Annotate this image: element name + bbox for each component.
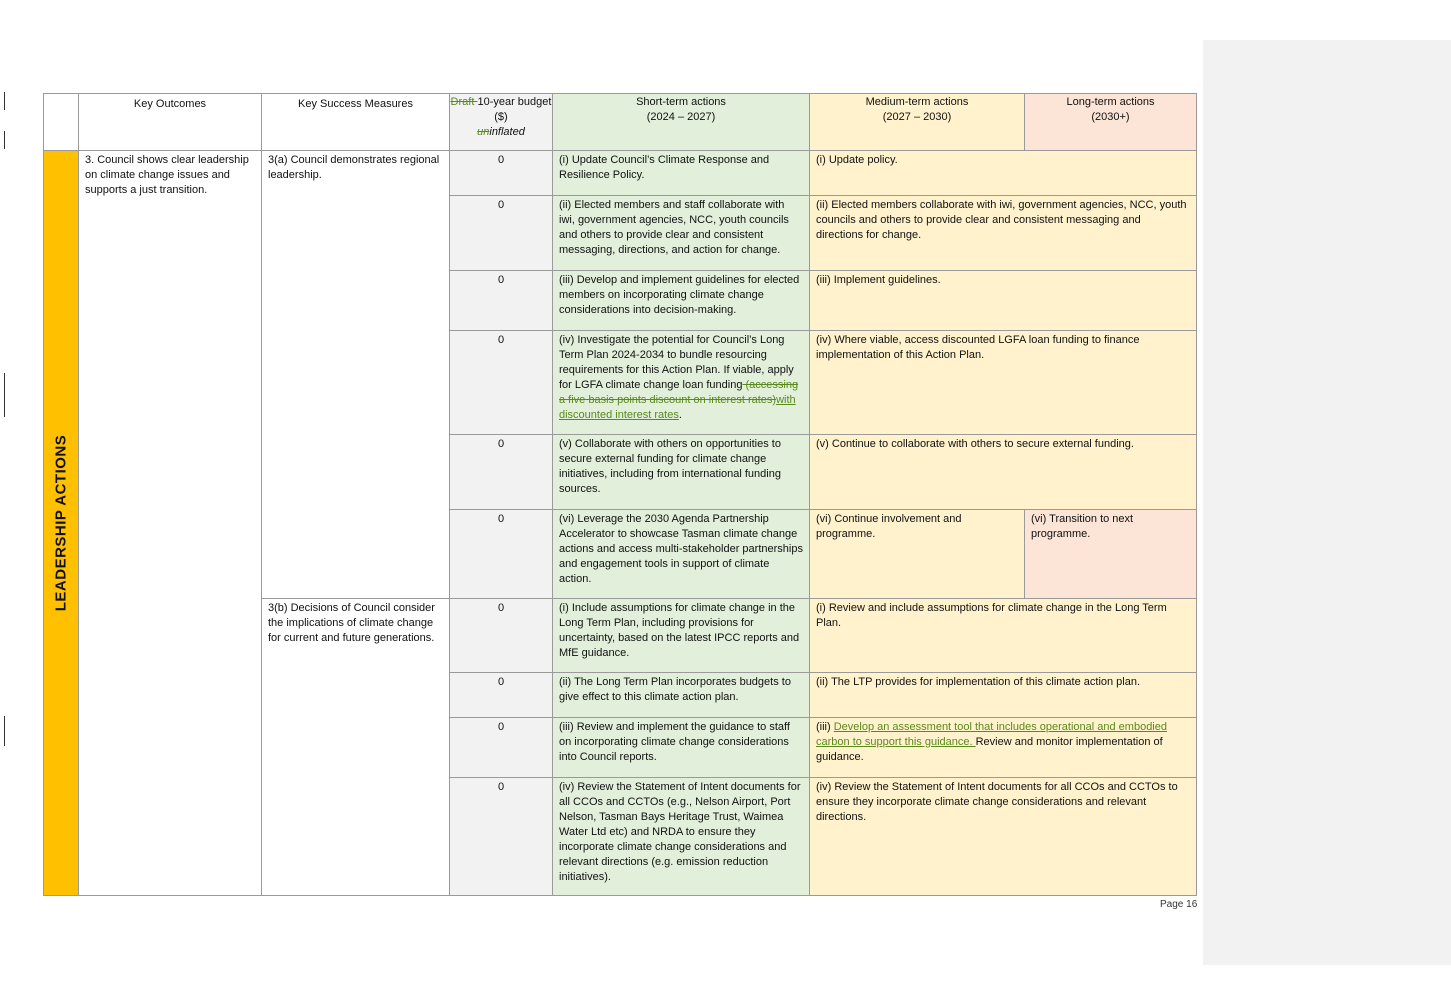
short-term-action: (i) Update Council’s Climate Response and Resilience Policy.: [553, 151, 810, 196]
change-bar: [4, 92, 5, 110]
short-term-action: (i) Include assumptions for climate change in the Long Term Plan, including provisions for uncertainty, based on the latest IPCC reports and MfE guidance.: [553, 599, 810, 673]
key-outcome: 3. Council shows clear leadership on climate change issues and supports a just transition.: [79, 151, 262, 896]
medium-term-action: (iii) Implement guidelines.: [810, 271, 1197, 331]
header-key-outcomes: Key Outcomes: [79, 94, 262, 151]
medium-term-action: (i) Review and include assumptions for climate change in the Long Term Plan.: [810, 599, 1197, 673]
budget-cell: 0: [450, 778, 553, 896]
short-term-action: (iv) Review the Statement of Intent documents for all CCOs and CCTOs (e.g., Nelson Airport, Port Nelson, Tasman Bays Heritage Trust, Waimea Water Ltd etc) and NRDA to ensure they incorporate climate change considerations and relevant directions (e.g. emission reduction initiatives).: [553, 778, 810, 896]
action-text: Review and monitor implementation of guidance.: [816, 736, 1163, 763]
change-bar: [4, 131, 5, 149]
success-measure-3a: 3(a) Council demonstrates regional leadership.: [262, 151, 450, 599]
action-text: .: [678, 409, 682, 421]
success-measure-3b: 3(b) Decisions of Council consider the implications of climate change for current and future generations.: [262, 599, 450, 896]
short-term-action: (ii) The Long Term Plan incorporates budgets to give effect to this climate action plan.: [553, 673, 810, 718]
deleted-text: (accessing a five basis points discount on interest rates): [559, 379, 799, 406]
medium-term-action: (iv) Where viable, access discounted LGFA loan funding to finance implementation of this Action Plan.: [810, 331, 1197, 435]
change-bar: [4, 716, 5, 746]
section-label: LEADERSHIP ACTIONS: [52, 434, 70, 612]
budget-header-line1: 10-year budget ($): [477, 96, 552, 123]
budget-header-line2: inflated: [489, 126, 525, 138]
budget-cell: 0: [450, 331, 553, 435]
header-budget: [450, 94, 553, 151]
short-term-action: (ii) Elected members and staff collaborate with iwi, government agencies, NCC, youth councils and others to provide clear and consistent messaging, directions, and action for change.: [553, 196, 810, 271]
header-long-term: [1025, 94, 1197, 151]
medium-term-action: (ii) Elected members collaborate with iwi, government agencies, NCC, youth councils and others to provide clear and consistent messaging and directions for change.: [810, 196, 1197, 271]
header-short-term: [553, 94, 810, 151]
medium-term-action: (iv) Review the Statement of Intent documents for all CCOs and CCTOs to ensure they incorporate climate change considerations and relevant directions.: [810, 778, 1197, 896]
medium-term-action: (vi) Continue involvement and programme.: [810, 510, 1025, 599]
short-term-action: (v) Collaborate with others on opportunities to secure external funding for climate change initiatives, including from international funding sources.: [553, 435, 810, 510]
action-plan-table: [43, 93, 1197, 896]
deleted-text: un: [477, 126, 490, 138]
change-bar: [4, 373, 5, 417]
long-term-title: Long-term actions: [1066, 96, 1155, 108]
short-term-years: (2024 – 2027): [646, 111, 716, 123]
header-row: [44, 94, 1197, 151]
budget-cell: 0: [450, 510, 553, 599]
table-row: [44, 151, 1197, 196]
header-medium-term: [810, 94, 1025, 151]
long-term-action: (vi) Transition to next programme.: [1025, 510, 1197, 599]
budget-cell: 0: [450, 435, 553, 510]
medium-term-action: [810, 718, 1197, 778]
action-text: (iii): [816, 721, 834, 733]
medium-term-action: (ii) The LTP provides for implementation of this climate action plan.: [810, 673, 1197, 718]
budget-cell: 0: [450, 599, 553, 673]
deleted-text: Draft: [450, 96, 478, 108]
short-term-action: [553, 331, 810, 435]
comments-pane: [1203, 40, 1451, 965]
action-text: (iv) Investigate the potential for Council’s Long Term Plan 2024-2034 to bundle resourcing requirements for this Action Plan. If viable, apply for LGFA climate change loan funding: [559, 334, 794, 391]
budget-cell: 0: [450, 271, 553, 331]
budget-cell: 0: [450, 196, 553, 271]
budget-cell: 0: [450, 151, 553, 196]
header-blank: [44, 94, 79, 151]
medium-term-action: (i) Update policy.: [810, 151, 1197, 196]
short-term-title: Short-term actions: [636, 96, 726, 108]
short-term-action: (iii) Develop and implement guidelines for elected members on incorporating climate change considerations into decision-making.: [553, 271, 810, 331]
medium-term-action: (v) Continue to collaborate with others to secure external funding.: [810, 435, 1197, 510]
inserted-text: Develop an assessment tool that includes operational and embodied carbon to support this guidance.: [816, 721, 1167, 748]
page-number: Page 16: [1160, 899, 1198, 910]
medium-term-title: Medium-term actions: [865, 96, 969, 108]
medium-term-years: (2027 – 2030): [882, 111, 952, 123]
header-key-success-measures: Key Success Measures: [262, 94, 450, 151]
short-term-action: (vi) Leverage the 2030 Agenda Partnership Accelerator to showcase Tasman climate change actions and access multi-stakeholder partnerships and engagement tools in support of climate action.: [553, 510, 810, 599]
inserted-text: with discounted interest rates: [559, 394, 796, 421]
budget-cell: 0: [450, 718, 553, 778]
long-term-years: (2030+): [1091, 111, 1130, 123]
section-label-cell: [44, 151, 79, 896]
short-term-action: (iii) Review and implement the guidance to staff on incorporating climate change considerations into Council reports.: [553, 718, 810, 778]
budget-cell: 0: [450, 673, 553, 718]
